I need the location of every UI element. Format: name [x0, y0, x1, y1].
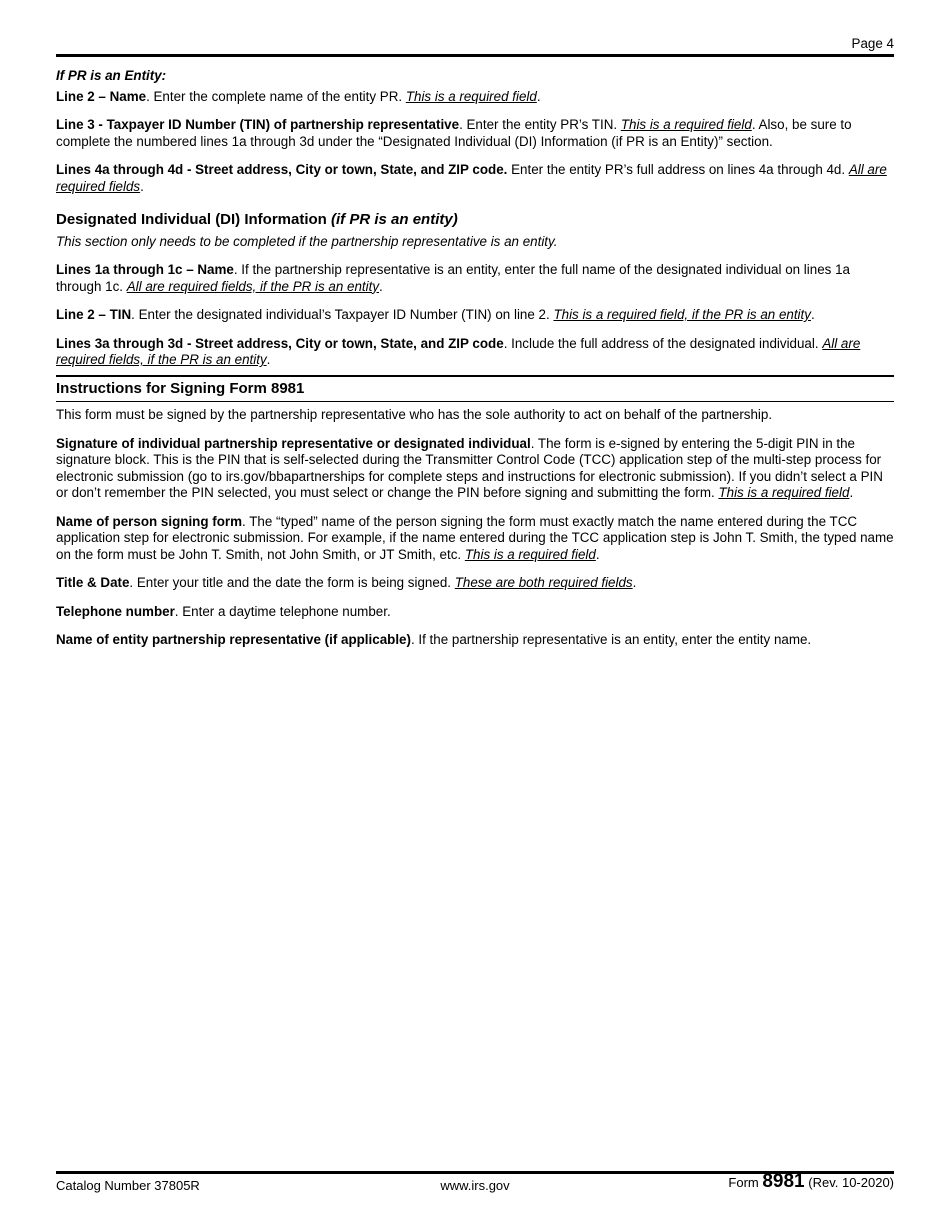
di-line2-end: . [810, 307, 815, 322]
entity-lines4-required: All are required fields [56, 162, 887, 194]
di-heading-italic: (if PR is an entity) [331, 211, 458, 228]
di-lines1-text: . If the partnership representative is an entity, enter the full name of the designated individual on lines 1a through 1c. [56, 262, 850, 294]
telephone-label: Telephone number [56, 603, 175, 619]
di-lines3-label: Lines 3a through 3d - Street address, City or town, State, and ZIP code [56, 335, 504, 351]
entity-line3-required: This is a required field [620, 117, 752, 132]
name-signing-paragraph [56, 514, 894, 564]
entity-name-paragraph [56, 632, 894, 649]
form-revision: (Rev. 10-2020) [804, 1175, 894, 1190]
signature-required: This is a required field [718, 485, 850, 500]
entity-name-text: . If the partnership representative is an entity, enter the entity name. [410, 632, 812, 647]
entity-lines4-text: Enter the entity PR’s full address on lines 4a through 4d. [507, 162, 849, 177]
website: www.irs.gov [440, 1178, 510, 1193]
di-line2 [56, 307, 894, 324]
catalog-number: Catalog Number 37805R [56, 1178, 200, 1193]
form-prefix: Form [728, 1175, 763, 1190]
title-date-label: Title & Date [56, 575, 130, 590]
form-number: 8981 [762, 1171, 805, 1192]
name-signing-label: Name of person signing form [56, 513, 242, 529]
entity-line2-label: Line 2 – Name [56, 88, 147, 104]
header-rule [56, 54, 894, 57]
entity-lines4-label: Lines 4a through 4d - Street address, City or town, State, and ZIP code. [56, 162, 508, 177]
entity-name-label: Name of entity partnership representative (if applicable) [56, 632, 411, 647]
entity-lines4-end: . [140, 178, 144, 194]
di-lines3-required: All are required fields, if the PR is an entity [56, 335, 861, 367]
page-content [56, 68, 894, 649]
title-date-required: These are both required fields [454, 575, 633, 590]
name-signing-end: . [595, 546, 600, 562]
di-lines3-text: . Include the full address of the designated individual. [503, 335, 823, 351]
signature-label: Signature of individual partnership representative or designated individual [56, 435, 531, 451]
di-lines3-end: . [266, 352, 271, 367]
form-id [728, 1171, 894, 1192]
di-subtitle: This section only needs to be completed if the partnership representative is an entity. [56, 233, 558, 249]
di-lines1 [56, 262, 894, 295]
entity-line2-end: . [536, 88, 541, 104]
di-lines1-required: All are required fields, if the PR is an entity [126, 278, 380, 294]
di-heading-text: Designated Individual (DI) Information [56, 211, 332, 228]
signature-text: . The form is e-signed by entering the 5-digit PIN in the signature block. This is the PIN that is self-selected during the Transmitter Control Code (TCC) application step of the multi-step process for electronic submission (go to irs.gov/bbapartnerships for complete steps and instructions for electronic submission). If you didn’t select a PIN or don’t remember the PIN selected, you must select or change the PIN before signing and submitting the form. [56, 435, 883, 500]
di-lines3 [56, 336, 894, 369]
signature-paragraph [56, 436, 894, 502]
telephone-paragraph [56, 604, 894, 621]
entity-line2 [56, 89, 894, 106]
title-date-text: . Enter your title and the date the form is being signed. [129, 575, 455, 590]
di-heading [56, 212, 894, 229]
name-signing-text: . The “typed” name of the person signing the form must exactly match the name entered during the TCC application step for electronic submission. For example, if the name entered during the TCC application step is John T. Smith, the typed name on the form must be John T. Smith, not John Smith, or JT Smith, etc. [56, 513, 894, 562]
name-signing-required: This is a required field [464, 546, 596, 562]
di-line2-label: Line 2 – TIN [56, 307, 132, 322]
entity-line2-text: . Enter the complete name of the entity PR. [146, 88, 406, 104]
signing-heading: Instructions for Signing Form 8981 [56, 375, 894, 403]
di-line2-text: . Enter the designated individual’s Taxpayer ID Number (TIN) on line 2. [131, 307, 554, 322]
title-date-end: . [632, 575, 637, 590]
page-number: Page 4 [851, 36, 894, 51]
entity-line3-label: Line 3 - Taxpayer ID Number (TIN) of partnership representative [56, 117, 460, 132]
entity-line3-end: . Also, be sure to complete the numbered lines 1a through 3d under the “Designated Individual (DI) Information (if PR is an Entity)” section. [56, 117, 852, 149]
entity-line3-text: . Enter the entity PR’s TIN. [459, 117, 621, 132]
di-lines1-end: . [379, 278, 383, 294]
entity-line3 [56, 117, 894, 150]
signature-end: . [849, 485, 854, 500]
entity-lines4 [56, 162, 894, 195]
telephone-text: . Enter a daytime telephone number. [174, 603, 391, 619]
title-date-paragraph [56, 575, 894, 592]
entity-heading: If PR is an Entity: [56, 68, 167, 83]
di-line2-required: This is a required field, if the PR is an entity [553, 307, 811, 322]
di-lines1-label: Lines 1a through 1c – Name [56, 262, 234, 277]
entity-line2-required: This is a required field [405, 88, 537, 104]
signing-intro: This form must be signed by the partnership representative who has the sole authority to act on behalf of the partnership. [56, 407, 773, 422]
